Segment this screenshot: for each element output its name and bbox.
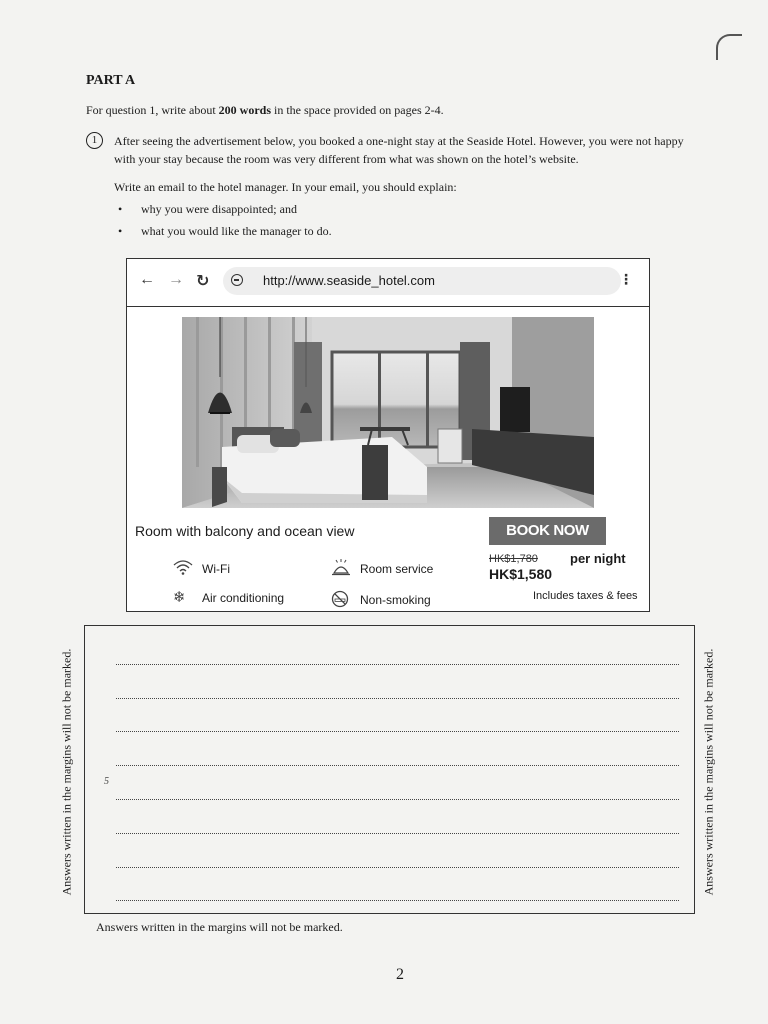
line-number: 5 — [104, 776, 109, 787]
task-bullet: • why you were disappointed; and — [114, 201, 332, 223]
book-now-button[interactable]: BOOK NOW — [489, 517, 606, 545]
margin-note-left: Answers written in the margins will not be marked. — [59, 648, 74, 896]
kebab-menu-icon[interactable]: ⋮ — [619, 271, 633, 287]
answer-line — [116, 664, 679, 665]
answer-line — [116, 698, 679, 699]
answer-line — [116, 833, 679, 834]
discounted-price: HK$1,580 — [489, 566, 553, 582]
wifi-icon — [173, 559, 193, 579]
hotel-advertisement: ← → ↻ http://www.seaside_hotel.com ⋮ Room with balcony and ocean view BOOK NOW Wi-Fi ❄ Air conditioning Room service Non-smoking HK$1,780 per night HK$1,580 Includes taxes & fees — [126, 258, 650, 612]
task-bullet: • what you would like the manager to do. — [114, 223, 332, 245]
part-title: PART A — [86, 73, 136, 88]
price-unit: per night — [570, 551, 626, 566]
answer-area[interactable] — [84, 625, 695, 914]
hotel-room-photo — [182, 317, 594, 508]
question-number: 1 — [86, 132, 103, 149]
no-smoking-icon — [331, 590, 349, 612]
word-count-instruction: For question 1, write about 200 words in the space provided on pages 2-4. — [86, 103, 444, 117]
browser-toolbar — [127, 259, 649, 307]
margin-note-right: Answers written in the margins will not be marked. — [701, 648, 716, 896]
answer-line — [116, 765, 679, 766]
globe-icon — [231, 274, 243, 286]
answer-line — [116, 900, 679, 901]
original-price: HK$1,780 — [489, 553, 538, 565]
price-note: Includes taxes & fees — [533, 590, 638, 602]
page-number: 2 — [396, 966, 404, 983]
answer-line — [116, 799, 679, 800]
task-bullet-list — [114, 201, 332, 245]
arrow-right-icon[interactable]: → — [168, 271, 184, 288]
question-prompt: After seeing the advertisement below, you booked a one-night stay at the Seaside Hotel. However, you were not happy with your stay because the room was very different from what was shown on the hotel’s website. — [114, 134, 684, 166]
task-intro: Write an email to the hotel manager. In your email, you should explain: — [114, 180, 457, 194]
margin-note-bottom: Answers written in the margins will not be marked. — [96, 920, 343, 934]
snowflake-icon: ❄ — [173, 589, 186, 606]
answer-line — [116, 731, 679, 732]
room-caption: Room with balcony and ocean view — [135, 523, 355, 539]
address-bar[interactable] — [223, 267, 621, 295]
arrow-left-icon[interactable]: ← — [139, 271, 155, 288]
answer-line — [116, 867, 679, 868]
page-corner-mark — [716, 34, 742, 60]
room-service-bell-icon — [331, 559, 351, 581]
url-text: http://www.seaside_hotel.com — [263, 273, 435, 288]
reload-icon[interactable]: ↻ — [196, 273, 210, 290]
